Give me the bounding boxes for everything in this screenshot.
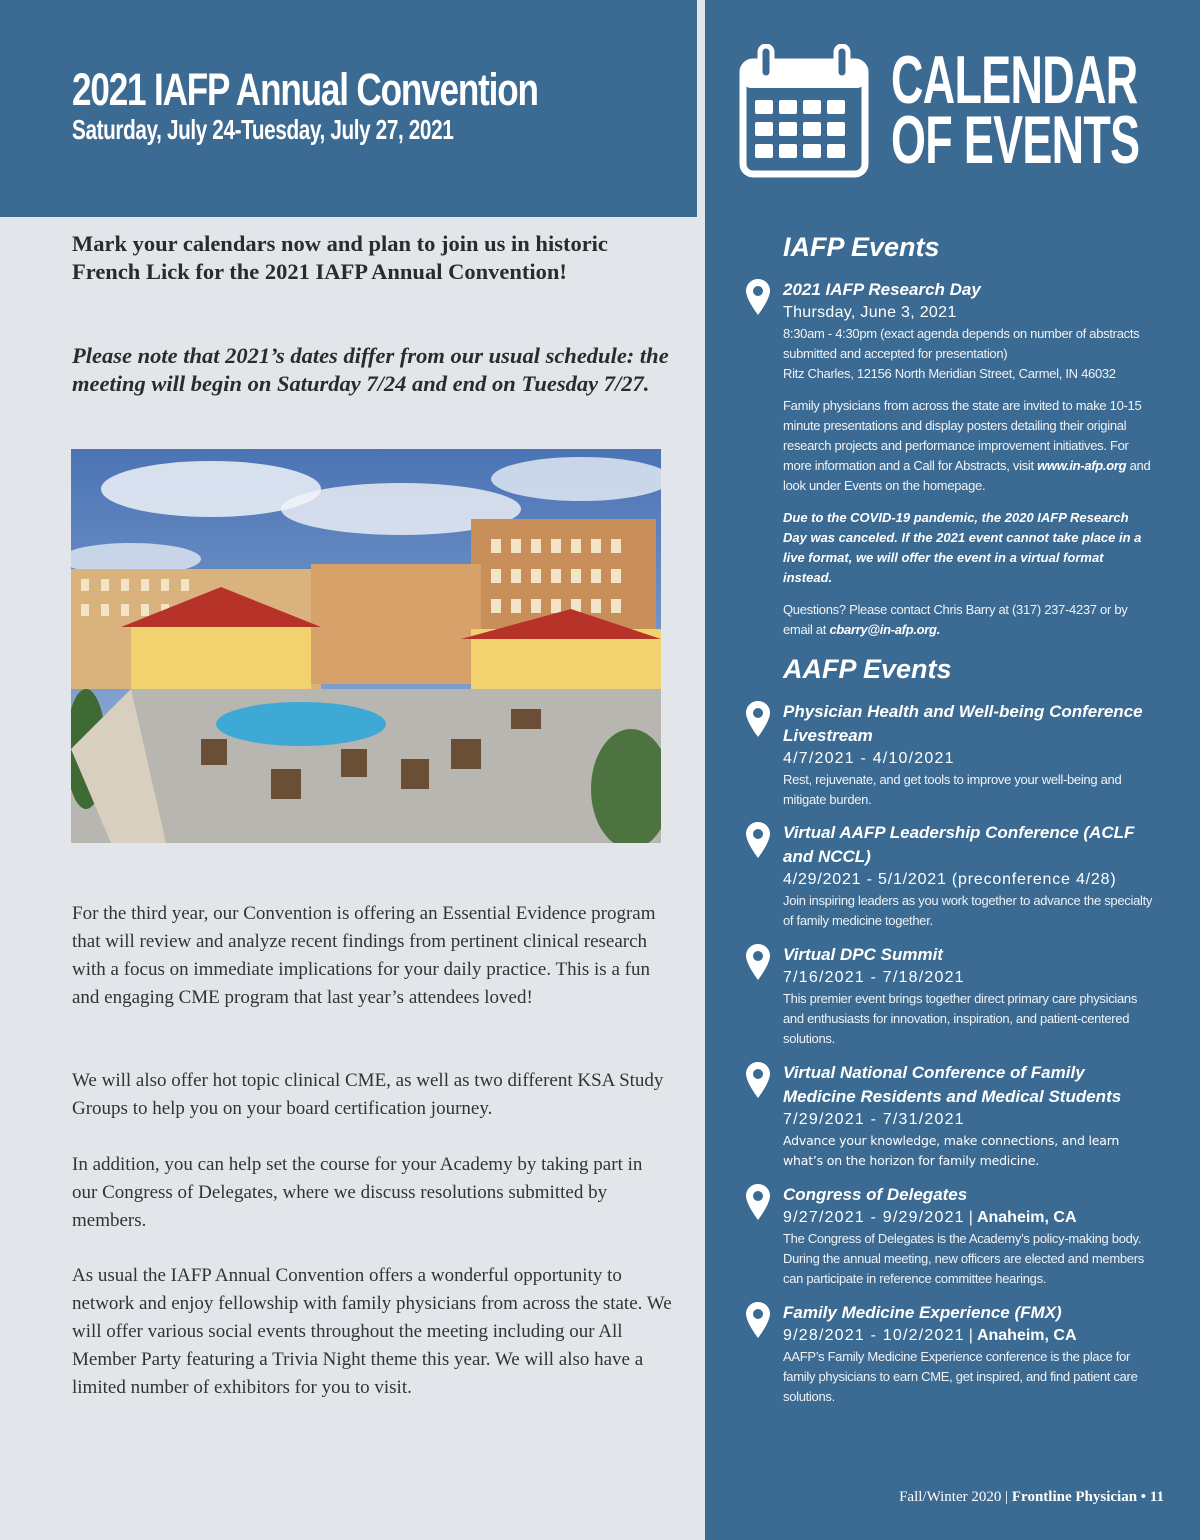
event-description: Join inspiring leaders as you work together to advance the specialty of family medicine together. [783, 893, 1153, 928]
calendar-title-line-2: OF EVENTS [891, 102, 1140, 178]
event-description: Rest, rejuvenate, and get tools to improve your well-being and mitigate burden. [783, 772, 1122, 807]
date-location-separator: | [968, 1209, 973, 1226]
calendar-title [891, 42, 1140, 178]
convention-paragraph-3: In addition, you can help set the course for your Academy by taking part in our Congress of Delegates, where we discuss resolutions submitted by members. [72, 1154, 643, 1231]
event-title: Family Medicine Experience (FMX) [783, 1303, 1062, 1322]
event-description [783, 396, 1153, 496]
convention-paragraph-1: For the third year, our Convention is offering an Essential Evidence program that will review and analyze recent findings from pertinent clinical research with a focus on immediate implications for your daily practice. This is a fun and engaging CME program that last year’s attendees loved! [72, 903, 656, 1008]
event-description: Advance your knowledge, make connections, and learn what’s on the horizon for family medicine. [783, 1133, 1120, 1168]
event-contact [783, 600, 1153, 640]
event-title: 2021 IAFP Research Day [783, 280, 981, 299]
event-date: 7/29/2021 - 7/31/2021 [783, 1111, 965, 1128]
resort-pool-image [71, 449, 661, 843]
event-fmx [783, 1301, 1153, 1407]
event-leadership-conference [783, 821, 1153, 931]
event-description-end: and look under Events on the homepage. [783, 458, 1151, 493]
event-date: 4/29/2021 - 5/1/2021 (preconference 4/28) [783, 871, 1117, 888]
convention-paragraph-4: As usual the IAFP Annual Convention offers a wonderful opportunity to network and enjoy fellowship with family physicians from across the state. We will offer various social events throughout the meeting including our All Member Party featuring a Trivia Night theme this year. We will also have a limited number of exhibitors for you to visit. [72, 1265, 672, 1398]
event-description: This premier event brings together direct primary care physicians and enthusiasts for innovation, inspiration, and patient-centered solutions. [783, 991, 1138, 1046]
event-date-line [783, 1207, 1153, 1229]
covid-note: Due to the COVID-19 pandemic, the 2020 IAFP Research Day was canceled. If the 2021 event cannot take place in a live format, we will offer the event in a virtual format instead. [783, 510, 1142, 585]
convention-dates: Saturday, July 24-Tuesday, July 27, 2021 [72, 114, 454, 145]
event-research-day [783, 278, 1153, 640]
location-pin-icon [745, 1183, 771, 1221]
location-pin-icon [745, 943, 771, 981]
aafp-events-heading: AAFP Events [783, 654, 952, 684]
location-pin-icon [745, 1061, 771, 1099]
calendar-title-line-1: CALENDAR [891, 42, 1138, 118]
event-wellbeing-conference [783, 700, 1153, 810]
location-pin-icon [745, 1301, 771, 1339]
convention-note: Please note that 2021’s dates differ from our usual schedule: the meeting will begin on Saturday 7/24 and end on Tuesday 7/27. [72, 343, 669, 396]
calendar-icon [739, 44, 869, 180]
convention-header [0, 0, 697, 217]
event-title: Physician Health and Well-being Conference Livestream [783, 702, 1143, 745]
date-location-separator: | [968, 1327, 973, 1344]
event-date: 7/16/2021 - 7/18/2021 [783, 969, 965, 986]
event-congress-of-delegates [783, 1183, 1153, 1289]
event-description: The Congress of Delegates is the Academy’s policy-making body. During the annual meeting, new officers are elected and members can participate in reference committee hearings. [783, 1231, 1144, 1286]
event-date: 9/27/2021 - 9/29/2021 [783, 1209, 965, 1226]
footer-issue: Fall/Winter 2020 [899, 1489, 1002, 1505]
event-location: Anaheim, CA [976, 1327, 1077, 1344]
event-venue: Ritz Charles, 12156 North Meridian Street, Carmel, IN 46032 [783, 366, 1116, 381]
resort-photo [71, 449, 661, 843]
event-location: Anaheim, CA [976, 1209, 1077, 1226]
contact-text: Questions? Please contact Chris Barry at (317) 237-4237 or by email at [783, 602, 1128, 637]
convention-intro: Mark your calendars now and plan to join us in historic French Lick for the 2021 IAFP Annual Convention! [72, 231, 608, 284]
event-description: AAFP’s Family Medicine Experience conference is the place for family physicians to earn CME, get inspired, and find patient care solutions. [783, 1349, 1138, 1404]
event-title: Congress of Delegates [783, 1185, 968, 1204]
website-link[interactable]: www.in-afp.org [1037, 458, 1127, 473]
convention-paragraph-2: We will also offer hot topic clinical CME, as well as two different KSA Study Groups to help you on your board certification journey. [72, 1070, 664, 1119]
event-title: Virtual National Conference of Family Medicine Residents and Medical Students [783, 1063, 1122, 1106]
calendar-sidebar [705, 0, 1200, 1540]
event-title: Virtual AAFP Leadership Conference (ACLF and NCCL) [783, 823, 1135, 866]
footer-page-number: 11 [1149, 1489, 1164, 1505]
event-time: 8:30am - 4:30pm (exact agenda depends on number of abstracts submitted and accepted for presentation) [783, 326, 1140, 361]
event-dpc-summit [783, 943, 1153, 1049]
location-pin-icon [745, 821, 771, 859]
iafp-events-heading: IAFP Events [783, 232, 940, 262]
event-date-line [783, 1325, 1153, 1347]
event-date: Thursday, June 3, 2021 [783, 304, 957, 321]
event-description-text: Family physicians from across the state are invited to make 10-15 minute presentations and display posters detailing their original research projects and performance improvement initiatives. For more information and a Call for Abstracts, visit [783, 398, 1142, 473]
event-date: 4/7/2021 - 4/10/2021 [783, 750, 955, 767]
footer-bullet: • [1140, 1489, 1147, 1505]
footer-publication: Frontline Physician [1011, 1489, 1138, 1505]
convention-title: 2021 IAFP Annual Convention [72, 64, 538, 115]
footer-separator: | [1005, 1489, 1009, 1505]
event-national-conference [783, 1061, 1153, 1171]
event-title: Virtual DPC Summit [783, 945, 943, 964]
email-link[interactable]: cbarry@in-afp.org. [829, 622, 941, 637]
page-footer [899, 1489, 1164, 1506]
event-date: 9/28/2021 - 10/2/2021 [783, 1327, 965, 1344]
location-pin-icon [745, 700, 771, 738]
location-pin-icon [745, 278, 771, 316]
